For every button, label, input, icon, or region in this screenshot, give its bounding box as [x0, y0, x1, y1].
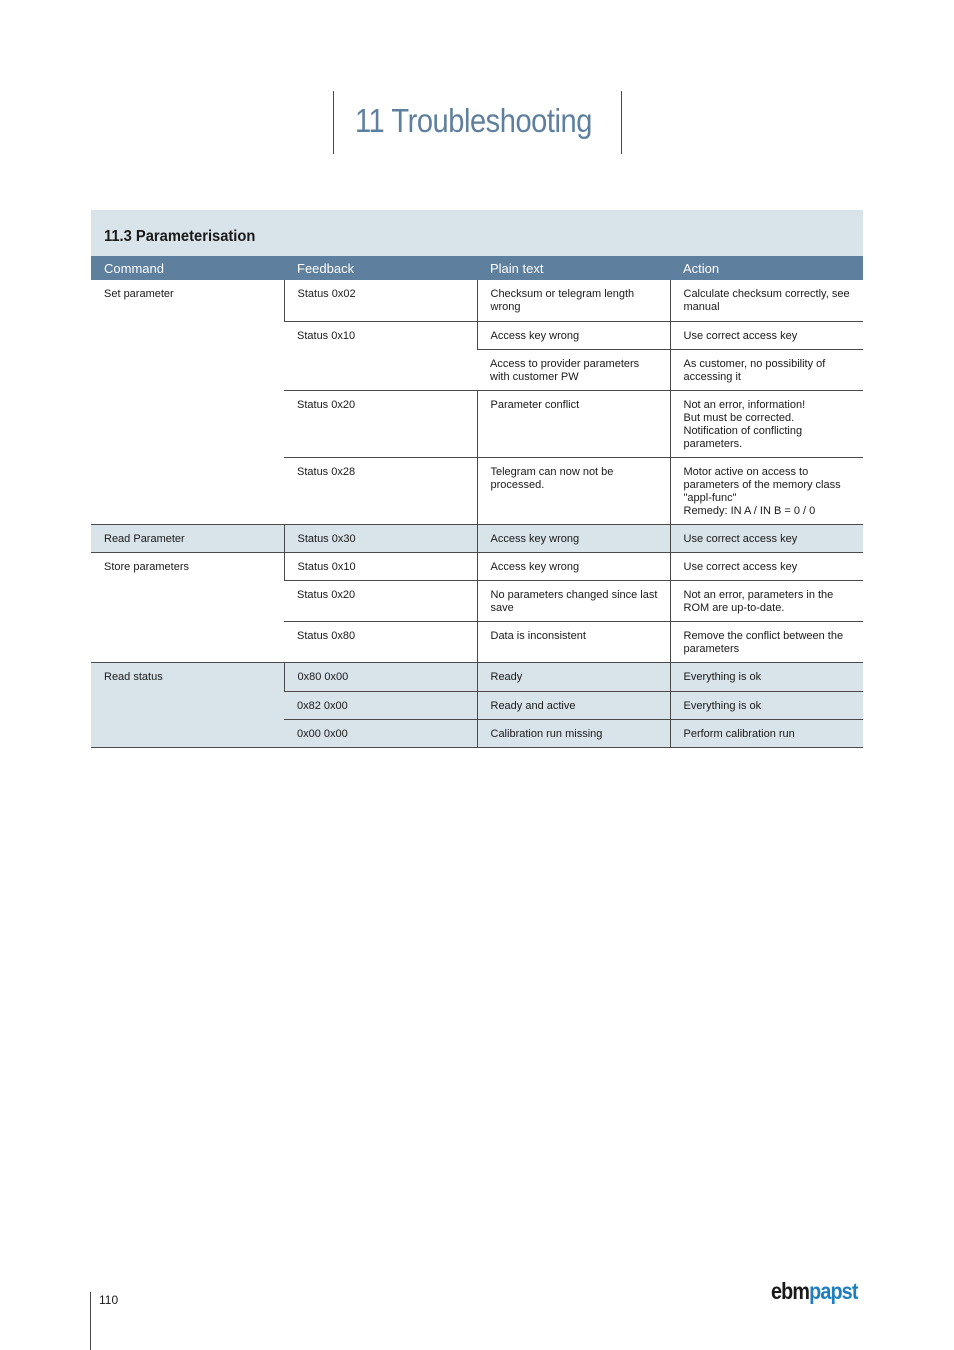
cell-action: Use correct access key [670, 524, 863, 552]
table-row [91, 552, 863, 580]
section-title: 11.3 Parameterisation [104, 228, 256, 245]
cell-feedback: 0x00 0x00 [284, 719, 477, 747]
cell-plain-text: Access key wrong [477, 524, 670, 552]
section-heading-box [91, 210, 863, 256]
cell-feedback: 0x82 0x00 [284, 691, 477, 719]
page-number: 110 [99, 1293, 119, 1307]
table-row [91, 524, 863, 552]
cell-feedback: Status 0x28 [284, 457, 477, 524]
cell-plain-text: Checksum or telegram length wrong [477, 280, 670, 321]
cell-action: Use correct access key [670, 552, 863, 580]
cell-plain-text: Telegram can now not be processed. [477, 457, 670, 524]
cell-feedback: Status 0x10 [284, 321, 477, 390]
column-header-feedback: Feedback [284, 256, 477, 280]
cell-feedback: Status 0x30 [284, 524, 477, 552]
cell-command: Read status [91, 662, 284, 747]
brand-logo [771, 1278, 858, 1305]
column-header-action: Action [670, 256, 863, 280]
cell-action: Motor active on access to parameters of the memory class "appl-func" Remedy: IN A / IN B = 0 / 0 [670, 457, 863, 524]
cell-feedback: Status 0x80 [284, 621, 477, 662]
cell-command: Store parameters [91, 552, 284, 662]
cell-plain-text: Ready [477, 662, 670, 691]
cell-plain-text: No parameters changed since last save [477, 580, 670, 621]
header-divider-right [621, 91, 622, 154]
table-row [91, 280, 863, 321]
cell-action: As customer, no possibility of accessing it [670, 349, 863, 390]
cell-action: Remove the conflict between the parameters [670, 621, 863, 662]
cell-action: Not an error, information! But must be corrected. Notification of conflicting parameters. [670, 390, 863, 457]
cell-feedback: Status 0x10 [284, 552, 477, 580]
cell-feedback: 0x80 0x00 [284, 662, 477, 691]
cell-command: Read Parameter [91, 524, 284, 552]
cell-plain-text: Parameter conflict [477, 390, 670, 457]
table-row [91, 662, 863, 691]
cell-plain-text: Access to provider parameters with customer PW [477, 349, 670, 390]
cell-action: Everything is ok [670, 662, 863, 691]
cell-plain-text: Access key wrong [477, 321, 670, 349]
column-header-plain-text: Plain text [477, 256, 670, 280]
cell-plain-text: Access key wrong [477, 552, 670, 580]
cell-plain-text: Data is inconsistent [477, 621, 670, 662]
cell-feedback: Status 0x20 [284, 580, 477, 621]
cell-action: Not an error, parameters in the ROM are up-to-date. [670, 580, 863, 621]
cell-plain-text: Ready and active [477, 691, 670, 719]
parameterisation-table [91, 256, 863, 748]
cell-feedback: Status 0x02 [284, 280, 477, 321]
logo-text-ebm: ebm [771, 1278, 810, 1304]
cell-feedback: Status 0x20 [284, 390, 477, 457]
cell-command: Set parameter [91, 280, 284, 524]
header-divider-left [333, 91, 334, 154]
cell-action: Everything is ok [670, 691, 863, 719]
column-header-command: Command [91, 256, 284, 280]
table-header-row [91, 256, 863, 280]
cell-action: Perform calibration run [670, 719, 863, 747]
chapter-title: 11 Troubleshooting [355, 102, 592, 139]
logo-text-papst: papst [809, 1278, 858, 1304]
cell-action: Calculate checksum correctly, see manual [670, 280, 863, 321]
cell-plain-text: Calibration run missing [477, 719, 670, 747]
cell-action: Use correct access key [670, 321, 863, 349]
footer-divider [90, 1292, 91, 1350]
